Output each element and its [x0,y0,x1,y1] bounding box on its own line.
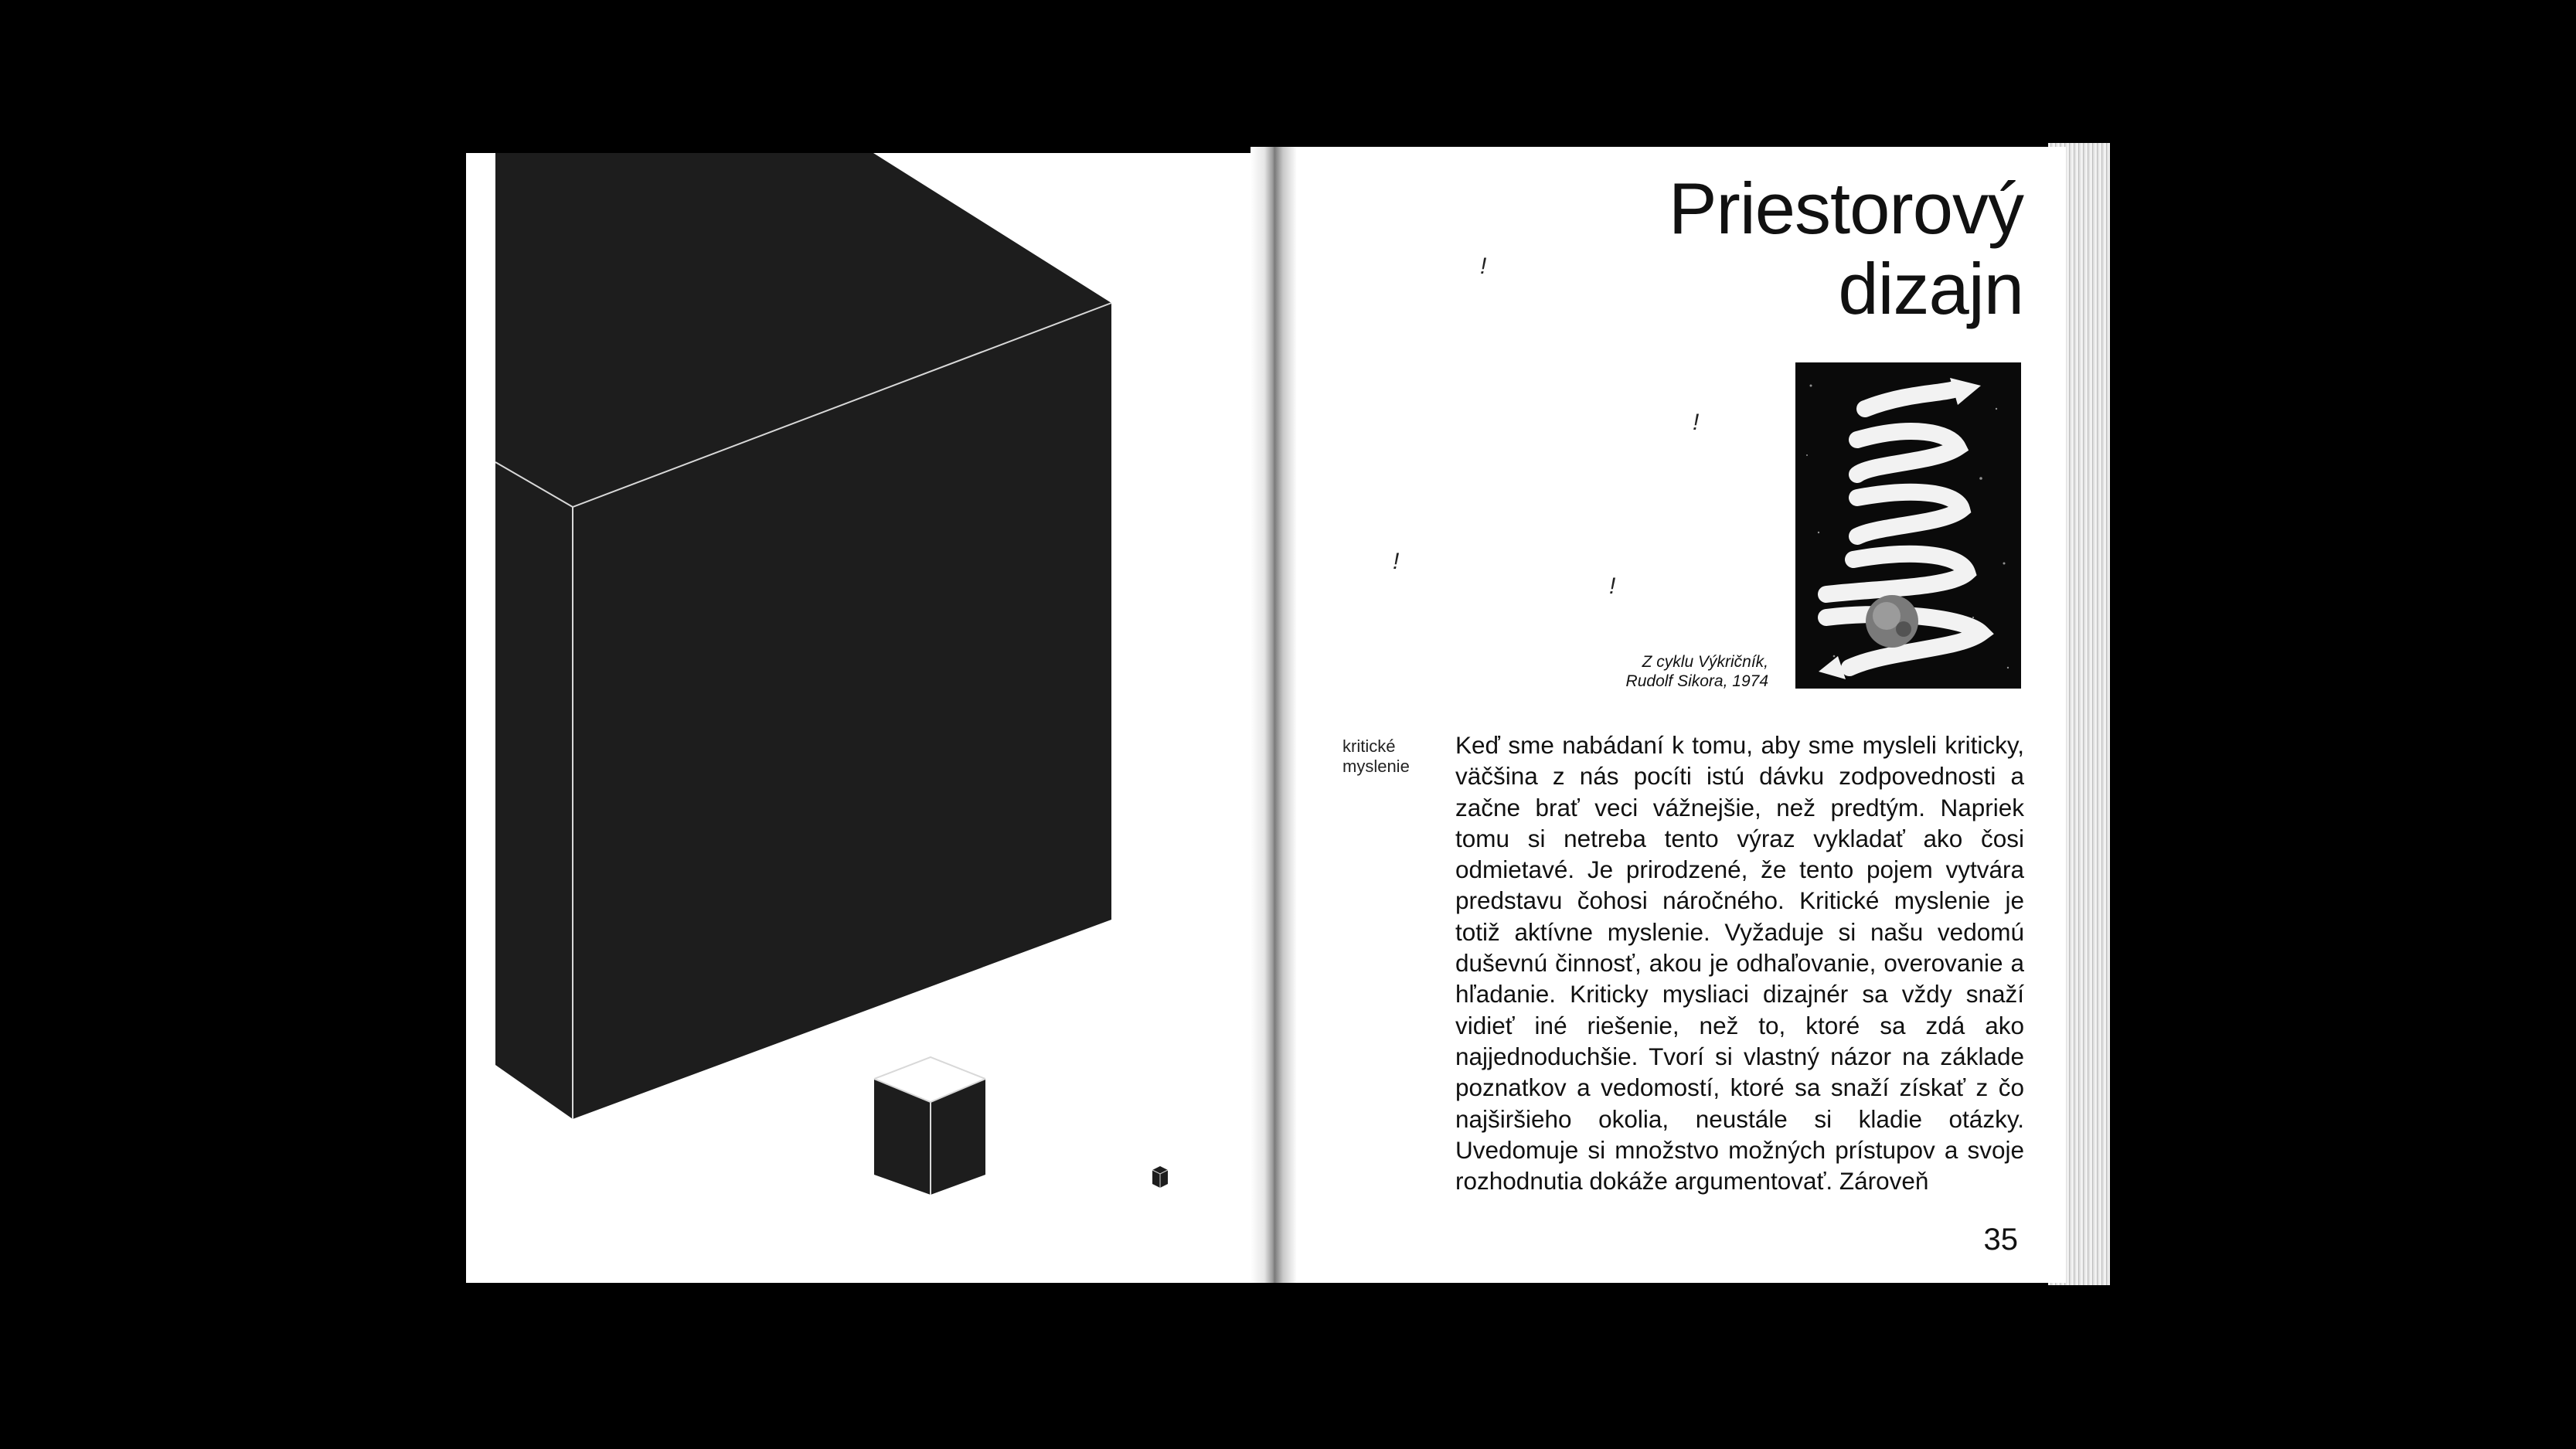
spiral-exclamation-artwork [1795,362,2021,689]
image-caption [1536,652,1768,691]
exclamation-mark: ! [1480,253,1487,279]
exclamation-mark: ! [1393,549,1400,574]
exclamation-mark: ! [1693,410,1700,435]
title-line-2: dizajn [1838,248,2023,329]
title-line-1: Priestorový [1668,168,2023,249]
page-title [1482,168,2023,329]
margin-note: kritické myslenie [1342,736,1410,776]
page-number: 35 [1983,1223,2018,1257]
book-gutter [1251,147,1297,1283]
body-paragraph: Keď sme nabádaní k tomu, aby sme mysleli kriticky, väčšina z nás pocíti istú dávku zodpovednosti a začne brať veci vážnejšie, než predtým. Napriek tomu si netreba tento výraz vykladať ako čosi odmietavé. Je prirodzené, že tento pojem vytvára predstavu čohosi náročného. Kritické myslenie je totiž aktívne myslenie. Vyžaduje si našu vedomú duševnú činnosť, akou je odhaľovanie, overovanie a hľadanie. Kriticky mysliaci dizajnér sa vždy snaží vidieť iné riešenie, než to, ktoré sa zdá ako najjednoduchšie. Tvorí si vlastný názor na základe poznatkov a vedomostí, ktoré sa snaží získať z čo najširšieho okolia, neustále si kladie otázky. Uvedomuje si množstvo možných prístupov a svoje rozhodnutia dokáže argumentovať. Zároveň [1455,731,2024,1196]
caption-line-2: Rudolf Sikora, 1974 [1625,672,1768,690]
large-block-shape [495,153,1111,1119]
isometric-illustration [466,153,1270,1283]
caption-line-1: Z cyklu Výkričník, [1642,653,1768,671]
artwork-photo [1795,362,2021,689]
exclamation-mark: ! [1609,573,1616,599]
